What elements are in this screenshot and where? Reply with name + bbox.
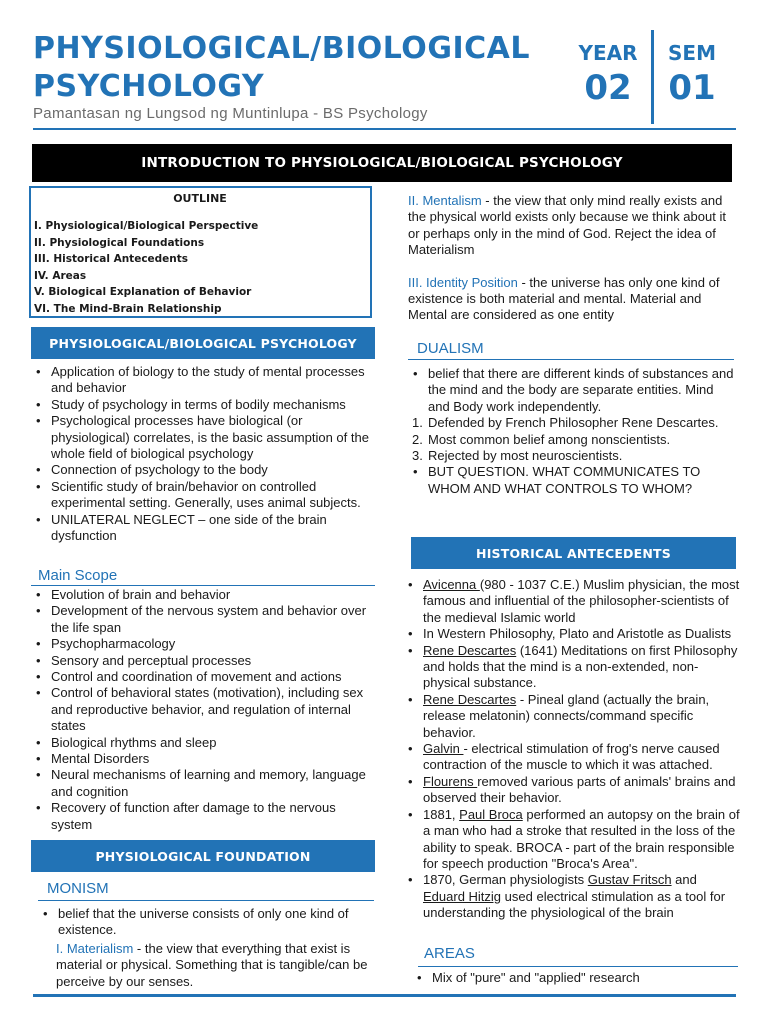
list-item: • Study of psychology in terms of bodily mechanisms: [31, 397, 376, 413]
monism-list: [38, 906, 378, 939]
materialism-term: I. Materialism: [56, 940, 134, 956]
person-name: Eduard Hitzig: [423, 888, 502, 904]
dualism-list: [408, 366, 738, 415]
list-item: • Neural mechanisms of learning and memory, language and cognition: [31, 767, 376, 800]
list-item: • Psychopharmacology: [31, 636, 376, 652]
year-label: YEAR: [578, 41, 638, 65]
monism-rule: [38, 900, 374, 901]
intro-banner: INTRODUCTION TO PHYSIOLOGICAL/BIOLOGICAL PSYCHOLOGY: [32, 144, 732, 182]
identity-paragraph: [408, 275, 740, 324]
person-name: Galvin: [423, 741, 464, 757]
sem-box: [662, 38, 722, 108]
outline-heading: OUTLINE: [173, 192, 227, 205]
list-item: • belief that there are different kinds of substances and the mind and the body are separate entities. Mind and Body work independently.: [408, 366, 738, 415]
mentalism-term: II. Mentalism: [408, 193, 482, 208]
title-line-2: PSYCHOLOGY: [33, 69, 265, 104]
dualism-heading: DUALISM: [417, 340, 484, 357]
dualism-rule: [408, 359, 734, 360]
section-header-foundation: PHYSIOLOGICAL FOUNDATION: [31, 840, 375, 872]
outline-item: I. Physiological/Biological Perspective: [34, 220, 259, 232]
dualism-block: [408, 366, 738, 497]
main-scope-rule: [31, 585, 375, 586]
list-item: • Recovery of function after damage to the nervous system: [31, 800, 376, 833]
areas-heading: AREAS: [424, 945, 475, 962]
psychology-list: [31, 364, 376, 544]
list-item: • BUT QUESTION. WHAT COMMUNICATES TO WHOM AND WHAT CONTROLS TO WHOM?: [408, 464, 738, 497]
person-name: Rene Descartes: [423, 691, 517, 707]
footer-rule: [33, 994, 736, 997]
list-item: • Application of biology to the study of mental processes and behavior: [31, 364, 376, 397]
materialism-text: - the view that everything that exist is material or physical. Something that is tangible/can be perceive by our senses.: [56, 940, 368, 989]
person-name: Paul Broca: [459, 806, 523, 822]
header-divider: [651, 30, 654, 124]
person-name: Gustav Fritsch: [587, 872, 672, 888]
list-item: • Evolution of brain and behavior: [31, 587, 376, 603]
header-rule: [33, 128, 736, 130]
monism-heading: MONISM: [47, 880, 109, 897]
mentalism-paragraph: [408, 193, 740, 259]
list-item: • 1881, Paul Broca performed an autopsy on the brain of a man who had a stroke that resulted in the loss of the ability to speak. BROCA - part of the brain responsible for speech production "Broca's Area".: [403, 807, 741, 873]
historical-block: [403, 577, 741, 922]
areas-rule: [418, 966, 738, 967]
main-scope-heading: Main Scope: [38, 567, 118, 584]
identity-term: III. Identity Position: [408, 274, 518, 290]
list-item: • Control of behavioral states (motivation), including sex and reproductive behavior, and regulation of internal states: [31, 685, 376, 734]
person-name: Avicenna: [423, 577, 480, 592]
title-line-1: PHYSIOLOGICAL/BIOLOGICAL: [33, 31, 530, 66]
list-item: • Flourens removed various parts of animals' brains and observed their behavior.: [403, 774, 741, 807]
list-item: • Mental Disorders: [31, 751, 376, 767]
list-item: • Rene Descartes (1641) Meditations on first Philosophy and holds that the mind is a non-extended, non-physical substance.: [403, 643, 741, 692]
monism-block: [38, 906, 378, 990]
materialism-paragraph: [38, 941, 378, 990]
section-header-psychology: PHYSIOLOGICAL/BIOLOGICAL PSYCHOLOGY: [31, 327, 375, 359]
list-item: • Scientific study of brain/behavior on controlled experimental setting. Generally, uses animal subjects.: [31, 479, 376, 512]
outline-item: V. Biological Explanation of Behavior: [34, 286, 252, 298]
psychology-list-block: [31, 364, 376, 544]
numbered-item: 1. Defended by French Philosopher Rene Descartes.: [412, 415, 719, 431]
list-item: • belief that the universe consists of only one kind of existence.: [38, 906, 378, 939]
scope-list-block: [31, 587, 376, 833]
list-item: • Psychological processes have biological (or physiological) correlates, is the basic assumption of the whole field of biological psychology: [31, 413, 376, 462]
identity-text: - the universe has only one kind of existence is both material and mental. Material and Mental are considered as one entity: [408, 274, 720, 323]
person-name: Rene Descartes: [423, 642, 517, 658]
mentalism-text: - the view that only mind really exists and the physical world exists only because we think about it or perhaps only in the mind of God. Reject the idea of Materialism: [408, 193, 726, 258]
dualism-question-list: [408, 464, 738, 497]
outline-item: II. Physiological Foundations: [34, 236, 205, 249]
person-name: Flourens: [423, 773, 478, 789]
year-value: 02: [584, 68, 632, 108]
year-box: [572, 38, 644, 108]
outline-box: [29, 186, 372, 318]
page-title: [33, 30, 553, 106]
sem-value: 01: [668, 68, 716, 108]
list-item: • UNILATERAL NEGLECT – one side of the brain dysfunction: [31, 512, 376, 545]
dualism-numbered-list: [408, 415, 738, 464]
list-item: • 1870, German physiologists Gustav Fritsch and Eduard Hitzig used electrical stimulation as a tool for understanding the physiological of the brain: [403, 872, 741, 921]
areas-block: [412, 970, 740, 986]
section-header-historical: HISTORICAL ANTECEDENTS: [411, 537, 736, 569]
list-item: • Connection of psychology to the body: [31, 462, 376, 478]
sem-label: SEM: [668, 41, 716, 65]
list-item: • Avicenna (980 - 1037 C.E.) Muslim physician, the most famous and influential of the philosopher-scientists of the medieval Islamic world: [403, 577, 741, 626]
list-item: • Sensory and perceptual processes: [31, 653, 376, 669]
outline-list: [34, 218, 366, 317]
historical-list: [403, 577, 741, 922]
numbered-item: 3. Rejected by most neuroscientists.: [412, 448, 623, 464]
list-item: • Control and coordination of movement and actions: [31, 669, 376, 685]
list-item: • Biological rhythms and sleep: [31, 735, 376, 751]
scope-list: [31, 587, 376, 833]
outline-item: III. Historical Antecedents: [34, 253, 189, 265]
list-item: • In Western Philosophy, Plato and Aristotle as Dualists: [403, 626, 741, 642]
outline-item: VI. The Mind-Brain Relationship: [34, 302, 222, 315]
numbered-item: 2. Most common belief among nonscientists.: [412, 431, 671, 447]
list-item: • Rene Descartes - Pineal gland (actually the brain, release melatonin) connects/command specific behavior.: [403, 692, 741, 741]
mentalism-block: [408, 193, 740, 324]
list-item: • Mix of "pure" and "applied" research: [412, 970, 740, 986]
areas-list: [412, 970, 740, 986]
page-subtitle: Pamantasan ng Lungsod ng Muntinlupa - BS Psychology: [33, 105, 428, 122]
outline-item: IV. Areas: [34, 269, 87, 282]
list-item: • Development of the nervous system and behavior over the life span: [31, 603, 376, 636]
list-item: • Galvin - electrical stimulation of frog's nerve caused contraction of the muscle to which it was attached.: [403, 741, 741, 774]
